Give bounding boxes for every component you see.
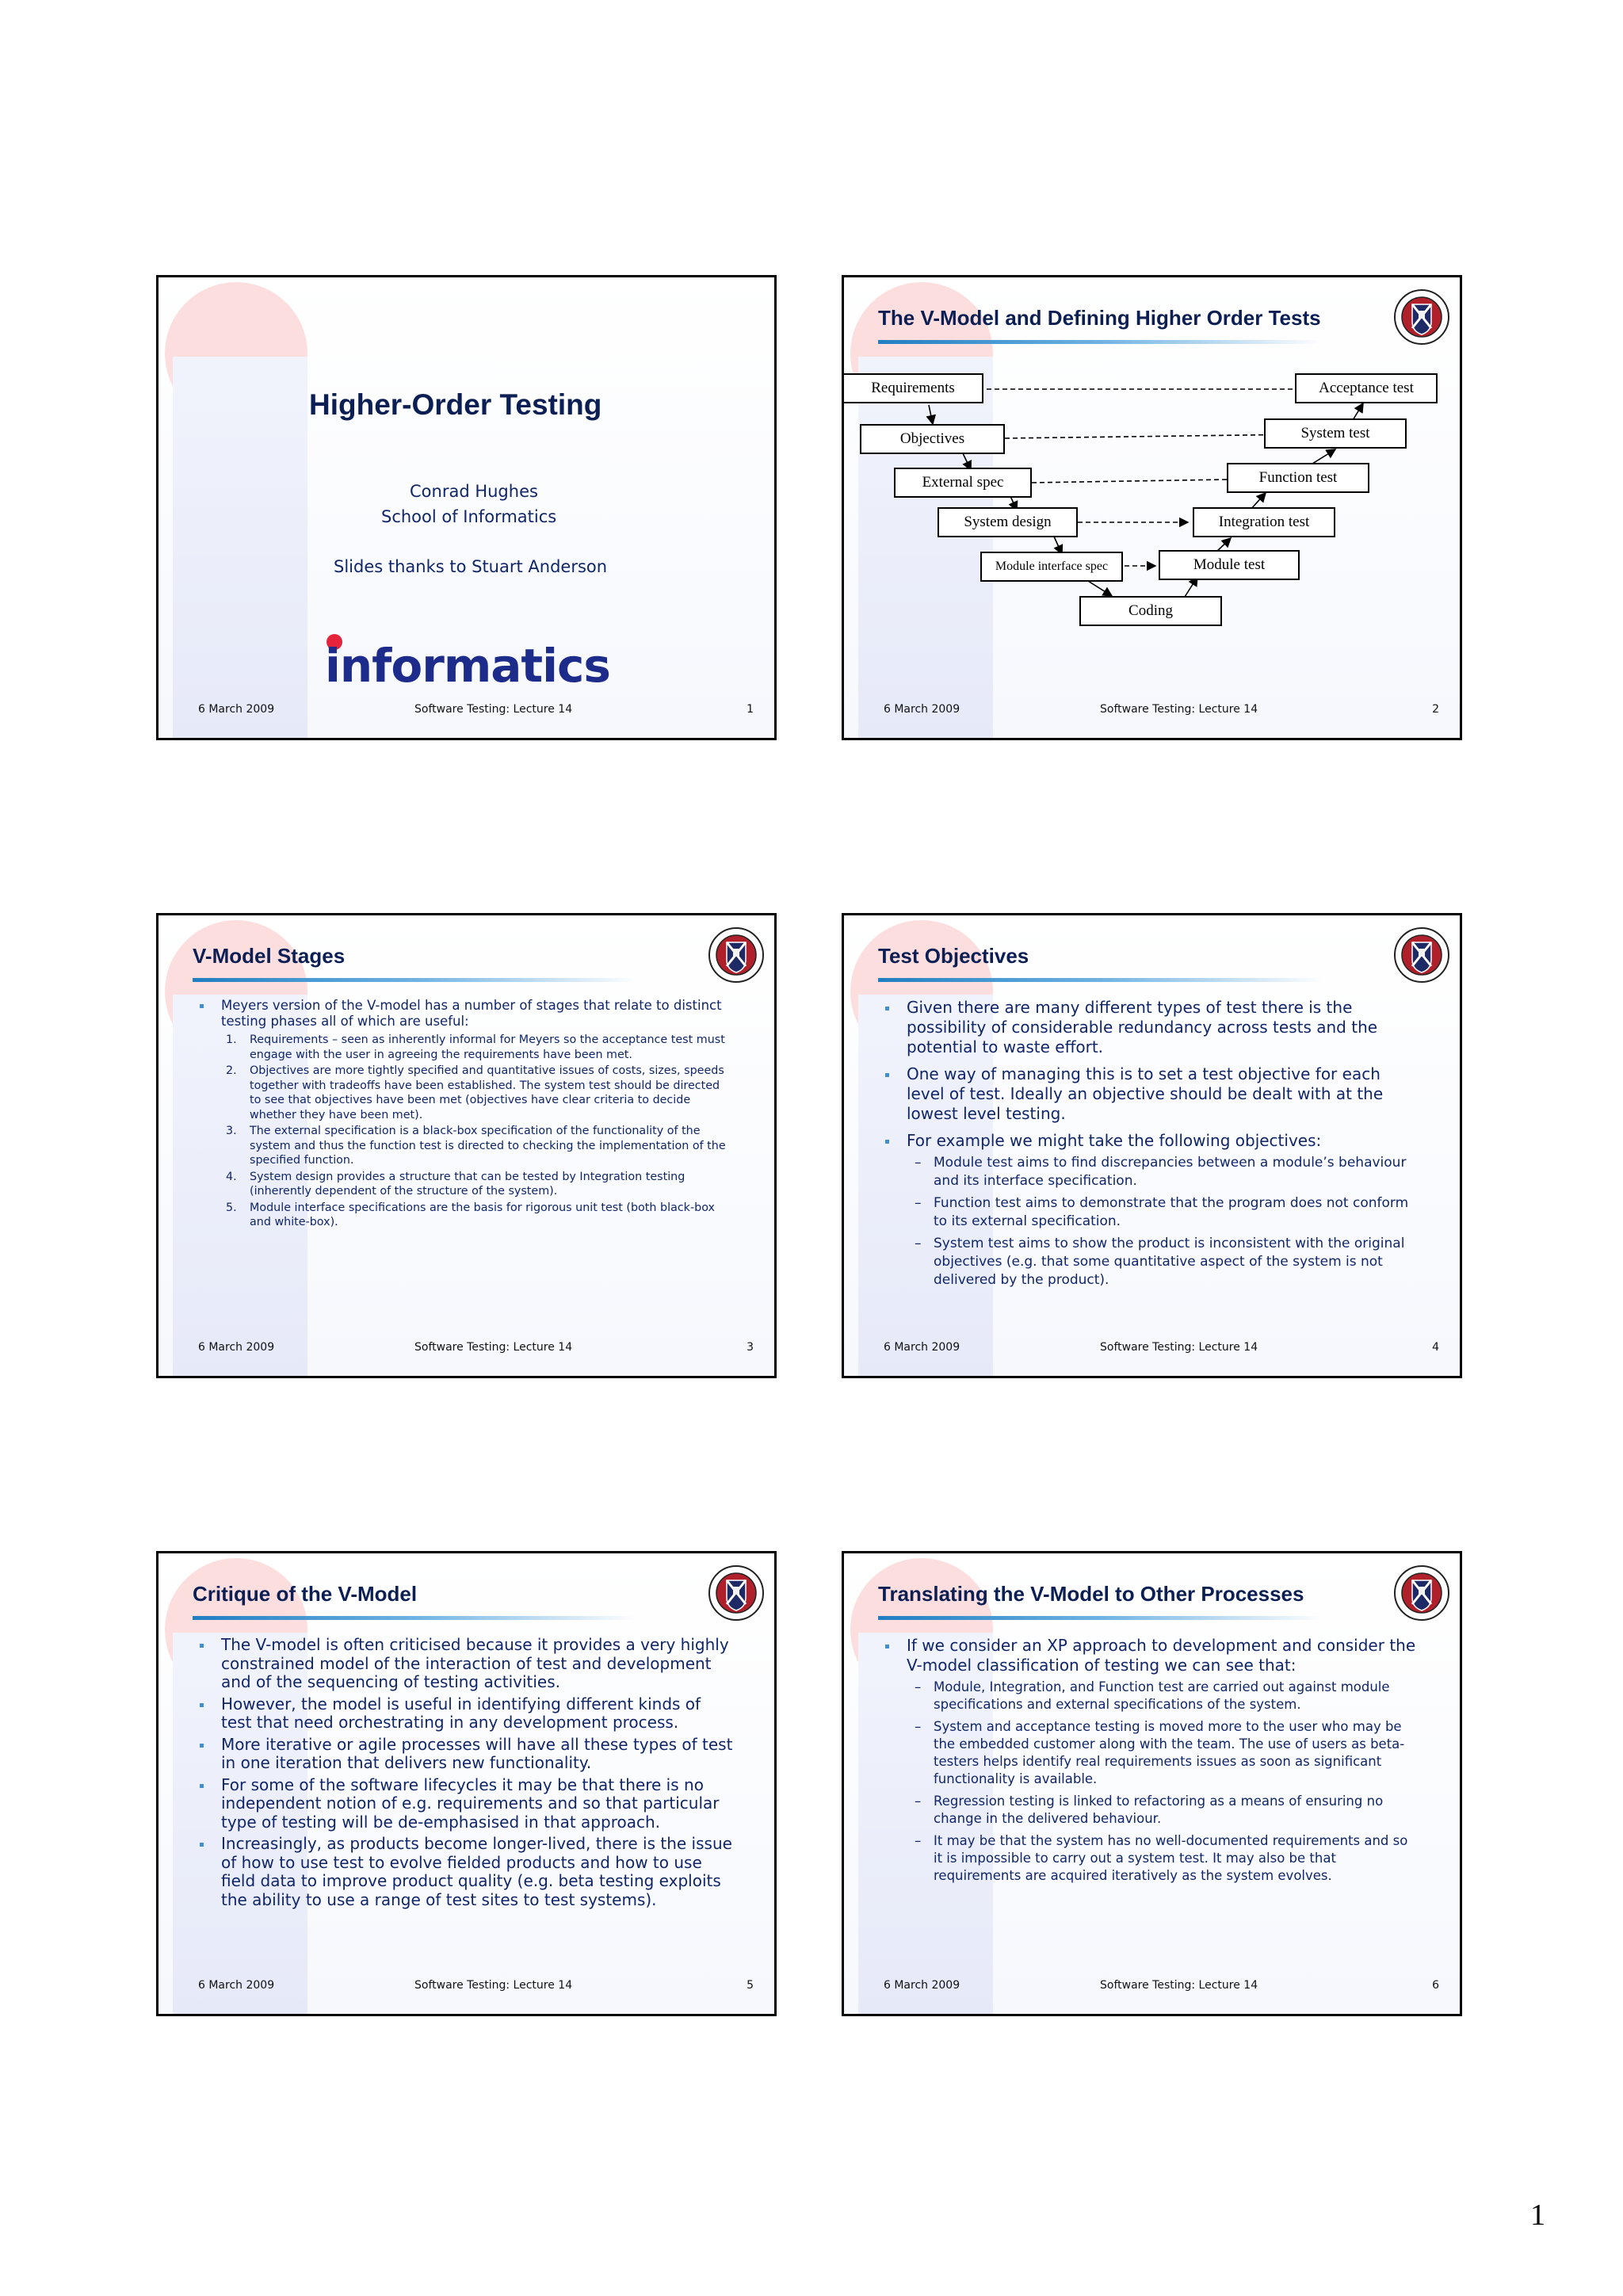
slide-3: [156, 913, 777, 1378]
bullet-item: One way of managing this is to set a test objective for each level of test. Ideally an objective should be dealt with at the lowest level testing.: [880, 1064, 1420, 1124]
v-box-objectives: Objectives: [860, 424, 1005, 454]
slide-number: 6: [1432, 1979, 1439, 1992]
title-underline: [193, 1616, 636, 1620]
footer-course: Software Testing: Lecture 14: [414, 1341, 573, 1354]
sub-item: – Module test aims to find discrepancies between a module’s behaviour and its interface specification.: [934, 1154, 1420, 1190]
slide-number: 5: [747, 1979, 754, 1992]
bullet-item: Increasingly, as products become longer-lived, there is the issue of how to use test to evolve fielded products and how to use field data to improve product quality (e.g. beta testing exploits the ability to use a range of test sites to test systems).: [194, 1835, 735, 1909]
footer-date: 6 March 2009: [884, 703, 960, 716]
slide-body: [880, 998, 1420, 1297]
bullet-text: If we consider an XP approach to development and consider the V-model classification of testing we can see that:: [907, 1636, 1416, 1675]
footer-course: Software Testing: Lecture 14: [1100, 703, 1258, 716]
author-name: Conrad Hughes: [410, 482, 538, 501]
bullet-item: [880, 1636, 1420, 1885]
v-model-diagram: [844, 277, 1462, 740]
title-underline: [878, 978, 1322, 982]
bullet-item: More iterative or agile processes will have all these types of test in one iteration that delivers new functionality.: [194, 1736, 735, 1773]
v-box-coding: Coding: [1079, 596, 1222, 626]
numbered-item: 2. Objectives are more tightly specified and quantitative issues of costs, sizes, speeds together with tradeoffs have been established. The system test should be directed to see that objectives have been met (objectives have clear criteria to decide whether they have been met).: [226, 1064, 724, 1121]
footer-course: Software Testing: Lecture 14: [414, 703, 573, 716]
presentation-title: Higher-Order Testing: [309, 388, 602, 421]
slide-6: [842, 1551, 1462, 2016]
bullet-item: Given there are many different types of test there is the possibility of considerable redundancy across tests and the potential to waste effort.: [880, 998, 1420, 1057]
slide-title: The V-Model and Defining Higher Order Tests: [878, 306, 1321, 330]
numbered-text: The external specification is a black-box specification of the functionality of the system and thus the function test is directed to checking the implementation of the specified function.: [250, 1125, 726, 1167]
slide-title: V-Model Stages: [193, 944, 346, 968]
page-number: 1: [1530, 2199, 1545, 2232]
bullet-item: However, the model is useful in identifying different kinds of test that need orchestrating in any development process.: [194, 1695, 735, 1733]
numbered-item: 1. Requirements – seen as inherently informal for Meyers so the acceptance test must engage with the user in agreeing the requirements have been met.: [226, 1033, 725, 1061]
slide-5: [156, 1551, 777, 2016]
slide-number: 2: [1432, 703, 1439, 716]
v-box-acceptance-test: Acceptance test: [1295, 373, 1438, 403]
numbered-item: 3. The external specification is a black-box specification of the functionality of the system and thus the function test is directed to checking the implementation of the specified function.: [226, 1125, 726, 1167]
slide-body: [880, 1636, 1420, 1889]
informatics-logo: informatics: [325, 639, 610, 693]
bullet-text: For example we might take the following objectives:: [907, 1131, 1322, 1150]
footer-course: Software Testing: Lecture 14: [1100, 1341, 1258, 1354]
numbered-item: 4. System design provides a structure that can be tested by Integration testing (inherently dependent of the structure of the system).: [226, 1170, 685, 1198]
bullet-item: For some of the software lifecycles it may be that there is no independent notion of e.g. requirements and so that particular type of testing will be de-emphasised in that approach.: [194, 1776, 735, 1832]
bullet-text: Meyers version of the V-model has a number of stages that relate to distinct testing phases all of which are useful:: [221, 998, 722, 1029]
slide-title: Test Objectives: [878, 944, 1029, 968]
v-box-requirements: Requirements: [842, 373, 983, 403]
slide-title: Critique of the V-Model: [193, 1582, 418, 1606]
numbered-text: Requirements – seen as inherently informal for Meyers so the acceptance test must engage with the user in agreeing the requirements have been met.: [250, 1033, 725, 1061]
numbered-item: 5. Module interface specifications are the basis for rigorous unit test (both black-box and white-box).: [226, 1201, 715, 1228]
slide-number: 4: [1432, 1341, 1439, 1354]
sub-item: – System test aims to show the product is inconsistent with the original objectives (e.g. that some quantitative aspect of the system is not delivered by the product).: [934, 1235, 1420, 1289]
slide-body: [194, 998, 735, 1232]
bullet-item: [194, 998, 735, 1230]
slide-title: Translating the V-Model to Other Processes: [878, 1582, 1304, 1606]
sub-item: – Function test aims to demonstrate that the program does not conform to its external specification.: [934, 1194, 1420, 1231]
school-name: School of Informatics: [381, 507, 557, 526]
footer-course: Software Testing: Lecture 14: [1100, 1979, 1258, 1992]
footer-date: 6 March 2009: [198, 1979, 275, 1992]
sub-item: – It may be that the system has no well-documented requirements and so it is impossible to carry out a system test. It may also be that requirements are acquired iteratively as the system evolves.: [934, 1832, 1420, 1885]
slide-2: [842, 275, 1462, 740]
slide-number: 1: [747, 703, 754, 716]
university-crest-icon: [708, 926, 765, 984]
sub-item: – Regression testing is linked to refactoring as a means of ensuring no change in the delivered behaviour.: [934, 1793, 1420, 1828]
slide-4: [842, 913, 1462, 1378]
university-crest-icon: [1393, 1564, 1450, 1622]
university-crest-icon: [1393, 926, 1450, 984]
decorative-bar: [173, 357, 307, 740]
title-underline: [193, 978, 636, 982]
sub-item: – System and acceptance testing is moved more to the user who may be the embedded customer along with the team. The use of users as beta-testers helps identify real requirements issues as soon as significant functionality is available.: [934, 1718, 1420, 1788]
numbered-text: System design provides a structure that can be tested by Integration testing (inherently dependent of the structure of the system).: [250, 1170, 685, 1198]
v-box-integration-test: Integration test: [1193, 507, 1335, 537]
numbered-text: Module interface specifications are the basis for rigorous unit test (both black-box and white-box).: [250, 1201, 715, 1228]
footer-date: 6 March 2009: [884, 1979, 960, 1992]
slide-1: [156, 275, 777, 740]
sub-item: – Module, Integration, and Function test are carried out against module specifications and external specifications of the system.: [934, 1679, 1420, 1713]
v-box-system-design: System design: [938, 507, 1078, 537]
slide-credit: Slides thanks to Stuart Anderson: [334, 557, 608, 576]
v-box-system-test: System test: [1264, 418, 1407, 449]
footer-date: 6 March 2009: [198, 703, 275, 716]
v-box-module-test: Module test: [1159, 550, 1300, 580]
numbered-text: Objectives are more tightly specified and quantitative issues of costs, sizes, speeds together with tradeoffs have been established. The system test should be directed to see that objectives have been met (objectives have clear criteria to decide whether they have been met).: [250, 1064, 724, 1121]
footer-date: 6 March 2009: [884, 1341, 960, 1354]
bullet-item: [880, 1131, 1420, 1289]
footer-course: Software Testing: Lecture 14: [414, 1979, 573, 1992]
v-box-function-test: Function test: [1227, 463, 1369, 493]
slide-number: 3: [747, 1341, 754, 1354]
university-crest-icon: [708, 1564, 765, 1622]
footer-date: 6 March 2009: [198, 1341, 275, 1354]
slide-body: [194, 1636, 735, 1912]
v-box-module-interface-spec: Module interface spec: [980, 552, 1123, 582]
v-box-external-spec: External spec: [894, 468, 1032, 498]
bullet-item: The V-model is often criticised because it provides a very highly constrained model of the interaction of test and development and of the sequencing of testing activities.: [194, 1636, 735, 1692]
title-underline: [878, 1616, 1322, 1620]
